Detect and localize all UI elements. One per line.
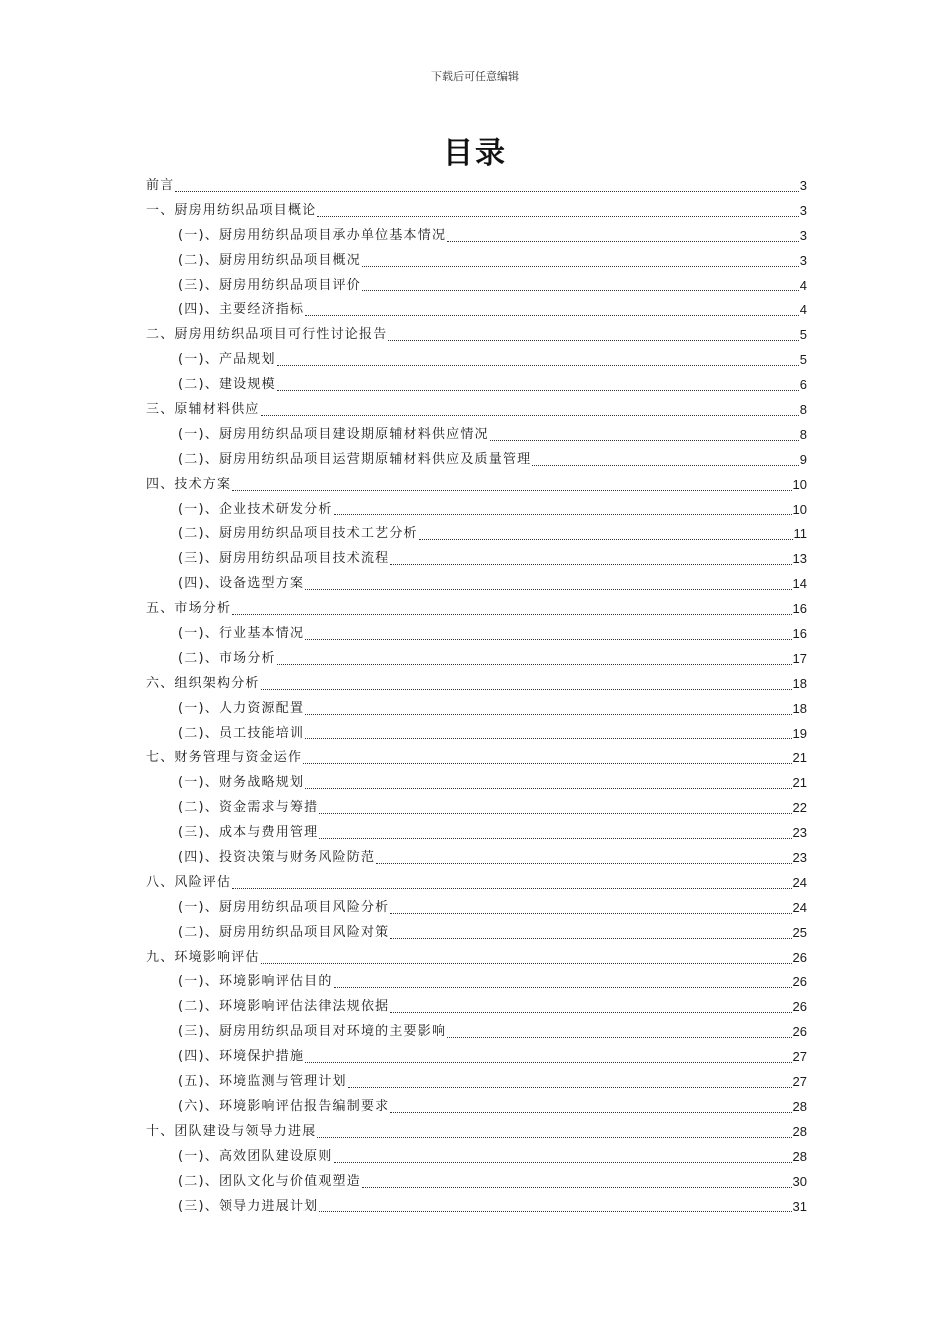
toc-entry-page-number: 8 bbox=[799, 426, 807, 442]
toc-entry[interactable] bbox=[146, 473, 807, 498]
toc-dot-leader bbox=[261, 689, 792, 690]
toc-entry-page-number: 21 bbox=[792, 775, 807, 791]
toc-entry-label: (六)、环境影响评估报告编制要求 bbox=[178, 1098, 390, 1114]
toc-entry-label: (一)、环境影响评估目的 bbox=[178, 974, 333, 990]
toc-entry-label: (二)、厨房用纺织品项目风险对策 bbox=[178, 924, 390, 940]
toc-dot-leader bbox=[305, 738, 791, 739]
toc-entry-label: (一)、厨房用纺织品项目建设期原辅材料供应情况 bbox=[178, 426, 489, 442]
toc-entry-page-number: 31 bbox=[792, 1198, 807, 1214]
toc-entry[interactable] bbox=[146, 971, 807, 996]
toc-entry-label: (一)、高效团队建设原则 bbox=[178, 1148, 333, 1164]
toc-entry-page-number: 28 bbox=[792, 1148, 807, 1164]
toc-entry-page-number: 16 bbox=[792, 626, 807, 642]
toc-entry-page-number: 28 bbox=[792, 1123, 807, 1139]
toc-dot-leader bbox=[232, 614, 791, 615]
toc-dot-leader bbox=[390, 1112, 791, 1113]
toc-entry-label: 五、市场分析 bbox=[146, 601, 232, 617]
toc-dot-leader bbox=[390, 913, 791, 914]
toc-entry-page-number: 10 bbox=[792, 501, 807, 517]
toc-entry-label: (一)、厨房用纺织品项目风险分析 bbox=[178, 899, 390, 915]
toc-dot-leader bbox=[261, 963, 792, 964]
toc-entry-page-number: 25 bbox=[792, 924, 807, 940]
toc-entry-label: 八、风险评估 bbox=[146, 874, 232, 890]
toc-entry[interactable] bbox=[146, 323, 807, 348]
toc-entry-label: (三)、成本与费用管理 bbox=[178, 825, 319, 841]
toc-entry-label: (一)、产品规划 bbox=[178, 352, 276, 368]
toc-entry-label: (四)、环境保护措施 bbox=[178, 1049, 305, 1065]
toc-dot-leader bbox=[390, 1012, 791, 1013]
toc-dot-leader bbox=[319, 1211, 791, 1212]
toc-entry-label: (一)、人力资源配置 bbox=[178, 700, 305, 716]
toc-entry-page-number: 10 bbox=[792, 476, 807, 492]
toc-dot-leader bbox=[303, 763, 791, 764]
toc-entry[interactable] bbox=[146, 1120, 807, 1145]
toc-entry[interactable] bbox=[146, 722, 807, 747]
toc-entry[interactable] bbox=[146, 995, 807, 1020]
toc-entry-page-number: 26 bbox=[792, 949, 807, 965]
toc-entry[interactable] bbox=[146, 821, 807, 846]
toc-entry-label: 四、技术方案 bbox=[146, 476, 232, 492]
toc-dot-leader bbox=[305, 315, 799, 316]
toc-entry-page-number: 19 bbox=[792, 725, 807, 741]
toc-dot-leader bbox=[390, 938, 791, 939]
toc-entry-page-number: 24 bbox=[792, 874, 807, 890]
toc-entry-label: 九、环境影响评估 bbox=[146, 949, 260, 965]
toc-entry-label: (二)、建设规模 bbox=[178, 377, 276, 393]
toc-entry[interactable] bbox=[146, 1170, 807, 1195]
toc-entry-page-number: 4 bbox=[799, 302, 807, 318]
toc-entry-page-number: 27 bbox=[792, 1074, 807, 1090]
toc-entry-page-number: 18 bbox=[792, 700, 807, 716]
toc-entry-label: (二)、厨房用纺织品项目技术工艺分析 bbox=[178, 526, 418, 542]
toc-entry-page-number: 21 bbox=[792, 750, 807, 766]
toc-dot-leader bbox=[305, 788, 791, 789]
toc-entry-page-number: 6 bbox=[799, 377, 807, 393]
toc-entry[interactable] bbox=[146, 697, 807, 722]
toc-entry[interactable] bbox=[146, 746, 807, 771]
toc-entry[interactable] bbox=[146, 522, 807, 547]
toc-entry[interactable] bbox=[146, 946, 807, 971]
toc-entry[interactable] bbox=[146, 249, 807, 274]
toc-entry-label: (二)、团队文化与价值观塑造 bbox=[178, 1173, 361, 1189]
toc-dot-leader bbox=[348, 1087, 792, 1088]
toc-entry-label: 十、团队建设与领导力进展 bbox=[146, 1123, 317, 1139]
toc-entry-label: (四)、投资决策与财务风险防范 bbox=[178, 850, 376, 866]
toc-entry-page-number: 5 bbox=[799, 352, 807, 368]
toc-entry-page-number: 14 bbox=[792, 576, 807, 592]
toc-entry[interactable] bbox=[146, 398, 807, 423]
toc-entry-label: 三、原辅材料供应 bbox=[146, 402, 260, 417]
toc-entry-label: (二)、厨房用纺织品项目概况 bbox=[178, 252, 361, 268]
toc-dot-leader bbox=[334, 1162, 792, 1163]
toc-entry[interactable] bbox=[146, 199, 807, 224]
table-of-contents bbox=[146, 174, 807, 1219]
toc-dot-leader bbox=[305, 639, 791, 640]
page-title: 目录 bbox=[443, 136, 507, 171]
toc-entry[interactable] bbox=[146, 498, 807, 523]
toc-dot-leader bbox=[447, 241, 799, 242]
toc-entry[interactable] bbox=[146, 672, 807, 697]
toc-entry-page-number: 23 bbox=[792, 850, 807, 866]
toc-entry[interactable] bbox=[146, 547, 807, 572]
toc-dot-leader bbox=[319, 838, 791, 839]
toc-entry-page-number: 23 bbox=[792, 825, 807, 841]
toc-entry[interactable] bbox=[146, 274, 807, 299]
toc-dot-leader bbox=[277, 664, 792, 665]
toc-entry-label: 二、厨房用纺织品项目可行性讨论报告 bbox=[146, 327, 388, 343]
toc-entry-page-number: 17 bbox=[792, 650, 807, 666]
toc-entry-label: (一)、财务战略规划 bbox=[178, 775, 305, 791]
toc-entry-label: (二)、资金需求与筹措 bbox=[178, 800, 319, 816]
toc-entry-page-number: 26 bbox=[792, 1024, 807, 1040]
toc-entry-page-number: 26 bbox=[792, 999, 807, 1015]
toc-entry[interactable] bbox=[146, 448, 807, 473]
toc-entry-label: (三)、领导力进展计划 bbox=[178, 1198, 319, 1214]
toc-entry[interactable] bbox=[146, 896, 807, 921]
toc-entry-page-number: 11 bbox=[793, 526, 807, 542]
toc-entry-page-number: 24 bbox=[792, 899, 807, 915]
toc-entry-label: (二)、环境影响评估法律法规依据 bbox=[178, 999, 390, 1015]
header-note: 下载后可任意编辑 bbox=[431, 70, 519, 83]
toc-entry-label: (四)、主要经济指标 bbox=[178, 302, 305, 318]
toc-dot-leader bbox=[419, 539, 793, 540]
toc-entry[interactable] bbox=[146, 1045, 807, 1070]
toc-entry[interactable] bbox=[146, 1145, 807, 1170]
toc-dot-leader bbox=[532, 465, 798, 466]
toc-dot-leader bbox=[277, 365, 799, 366]
toc-entry-page-number: 30 bbox=[792, 1173, 807, 1189]
toc-entry[interactable] bbox=[146, 373, 807, 398]
toc-dot-leader bbox=[490, 440, 799, 441]
toc-entry-page-number: 3 bbox=[799, 202, 807, 218]
toc-entry[interactable] bbox=[146, 572, 807, 597]
toc-entry[interactable] bbox=[146, 1020, 807, 1045]
toc-entry-label: 前言 bbox=[146, 177, 175, 193]
toc-dot-leader bbox=[261, 415, 799, 416]
toc-entry-label: (四)、设备选型方案 bbox=[178, 576, 305, 592]
toc-entry[interactable] bbox=[146, 771, 807, 796]
toc-entry-label: (五)、环境监测与管理计划 bbox=[178, 1074, 347, 1090]
toc-dot-leader bbox=[305, 1062, 791, 1063]
toc-entry[interactable] bbox=[146, 423, 807, 448]
toc-dot-leader bbox=[376, 863, 791, 864]
toc-dot-leader bbox=[362, 266, 799, 267]
toc-entry-page-number: 28 bbox=[792, 1098, 807, 1114]
toc-entry[interactable] bbox=[146, 871, 807, 896]
toc-entry-label: 一、厨房用纺织品项目概论 bbox=[146, 202, 317, 218]
toc-dot-leader bbox=[334, 987, 792, 988]
toc-dot-leader bbox=[317, 216, 798, 217]
toc-dot-leader bbox=[305, 714, 791, 715]
toc-entry-page-number: 3 bbox=[799, 227, 807, 243]
toc-entry-page-number: 3 bbox=[799, 177, 807, 193]
toc-entry-page-number: 22 bbox=[792, 800, 807, 816]
toc-dot-leader bbox=[362, 1187, 792, 1188]
toc-entry[interactable] bbox=[146, 846, 807, 871]
toc-entry[interactable] bbox=[146, 224, 807, 249]
toc-entry[interactable] bbox=[146, 921, 807, 946]
toc-entry-label: (一)、行业基本情况 bbox=[178, 626, 305, 642]
toc-dot-leader bbox=[232, 888, 791, 889]
toc-entry-page-number: 4 bbox=[799, 277, 807, 293]
toc-entry-label: (三)、厨房用纺织品项目对环境的主要影响 bbox=[178, 1024, 447, 1040]
toc-entry-label: (二)、厨房用纺织品项目运营期原辅材料供应及质量管理 bbox=[178, 451, 532, 467]
toc-entry-page-number: 5 bbox=[799, 327, 807, 343]
toc-entry-page-number: 27 bbox=[792, 1049, 807, 1065]
toc-entry-label: (三)、厨房用纺织品项目评价 bbox=[178, 277, 361, 293]
toc-dot-leader bbox=[317, 1137, 791, 1138]
toc-entry-page-number: 8 bbox=[799, 402, 807, 417]
toc-entry-page-number: 16 bbox=[792, 601, 807, 617]
toc-entry[interactable] bbox=[146, 647, 807, 672]
toc-entry-page-number: 3 bbox=[799, 252, 807, 268]
toc-dot-leader bbox=[232, 490, 791, 491]
toc-dot-leader bbox=[277, 390, 799, 391]
toc-entry-page-number: 13 bbox=[792, 551, 807, 567]
toc-entry-page-number: 26 bbox=[792, 974, 807, 990]
toc-entry[interactable] bbox=[146, 1095, 807, 1120]
toc-dot-leader bbox=[319, 813, 791, 814]
toc-entry-page-number: 9 bbox=[799, 451, 807, 467]
toc-entry[interactable] bbox=[146, 1070, 807, 1095]
toc-entry-label: (二)、市场分析 bbox=[178, 650, 276, 666]
toc-entry[interactable] bbox=[146, 796, 807, 821]
toc-entry[interactable] bbox=[146, 622, 807, 647]
toc-entry-label: (三)、厨房用纺织品项目技术流程 bbox=[178, 551, 390, 567]
toc-entry[interactable] bbox=[146, 348, 807, 373]
toc-dot-leader bbox=[388, 340, 798, 341]
toc-entry[interactable] bbox=[146, 174, 807, 199]
toc-entry-label: 七、财务管理与资金运作 bbox=[146, 750, 303, 766]
toc-entry-label: (一)、企业技术研发分析 bbox=[178, 501, 333, 517]
toc-dot-leader bbox=[305, 589, 791, 590]
toc-entry-label: 六、组织架构分析 bbox=[146, 675, 260, 691]
toc-dot-leader bbox=[447, 1037, 791, 1038]
toc-entry[interactable] bbox=[146, 298, 807, 323]
toc-entry-page-number: 18 bbox=[792, 675, 807, 691]
toc-entry-label: (一)、厨房用纺织品项目承办单位基本情况 bbox=[178, 227, 447, 243]
toc-dot-leader bbox=[390, 564, 791, 565]
toc-dot-leader bbox=[334, 514, 792, 515]
toc-entry-label: (二)、员工技能培训 bbox=[178, 725, 305, 741]
toc-dot-leader bbox=[175, 191, 798, 192]
toc-dot-leader bbox=[362, 290, 799, 291]
toc-entry[interactable] bbox=[146, 597, 807, 622]
toc-entry[interactable] bbox=[146, 1195, 807, 1220]
